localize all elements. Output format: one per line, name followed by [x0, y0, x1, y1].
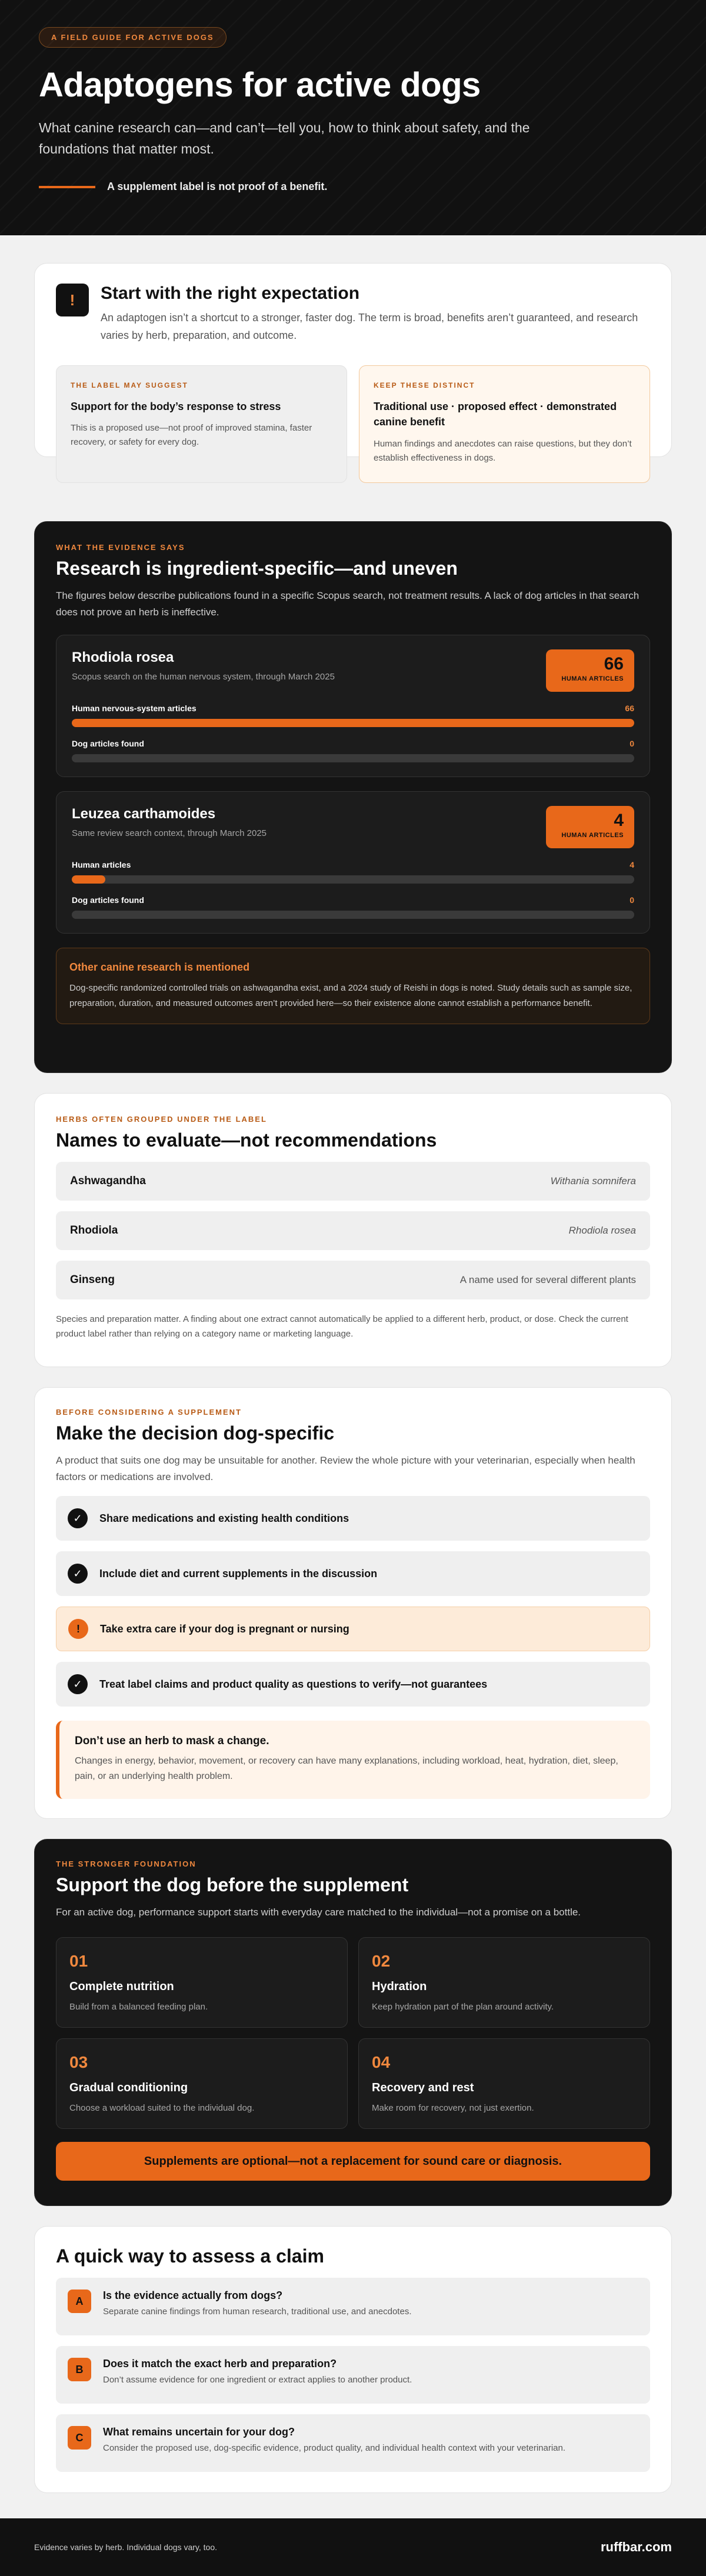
bar-value: 0 [630, 739, 634, 749]
item-title: Recovery and rest [372, 2081, 474, 2095]
accent-line [39, 186, 95, 188]
foundation-item [56, 2038, 348, 2129]
item-number: 03 [69, 2053, 88, 2072]
other-research-box [56, 948, 650, 1024]
assess-item [56, 2346, 650, 2404]
item-text: Keep hydration part of the plan around activity. [372, 2002, 554, 2012]
herb-common-name: Rhodiola [70, 1224, 118, 1237]
assess-title: A quick way to assess a claim [56, 2245, 324, 2267]
hero-note-text: A supplement label is not proof of a benefit. [107, 181, 328, 193]
herb-name: Leuzea carthamoides [72, 806, 216, 822]
research-text: The figures below describe publications found in a specific Scopus search, not treatment results. A lack of dog articles in that search does not prove an herb is ineffective. [56, 590, 640, 618]
footer-note: Evidence varies by herb. Individual dogs vary, too. [34, 2542, 218, 2552]
bar-value: 66 [625, 704, 634, 714]
checklist-item [56, 1662, 650, 1707]
assess-question: Does it match the exact herb and preparation? [103, 2358, 337, 2370]
bar-label: Human nervous-system articles [72, 704, 197, 714]
assess-item [56, 2414, 650, 2472]
hero-eyebrow: A FIELD GUIDE FOR ACTIVE DOGS [39, 27, 227, 48]
mask-change-callout [56, 1721, 650, 1799]
herb-desc: Same review search context, through March 2025 [72, 828, 267, 839]
item-number: 04 [372, 2053, 391, 2072]
badge-label: HUMAN ARTICLES [561, 675, 624, 683]
herb-desc: Scopus search on the human nervous system, through March 2025 [72, 672, 335, 682]
list-item [56, 1211, 650, 1250]
box-title: Support for the body’s response to stress [71, 401, 281, 413]
bar-row [72, 739, 634, 762]
decision-text: A product that suits one dog may be unsuitable for another. Review the whole picture with your veterinarian, especially when health factors or medications are involved. [56, 1455, 635, 1483]
checklist-text: Share medications and existing health conditions [99, 1512, 349, 1524]
foundation-item [56, 1937, 348, 2028]
item-title: Hydration [372, 1980, 427, 1994]
count-badge [546, 649, 634, 692]
box-text: Human findings and anecdotes can raise questions, but they don’t establish effectiveness in dogs. [374, 438, 632, 463]
decision-card [34, 1387, 672, 1819]
herb-panel-leuzea [56, 791, 650, 934]
list-item [56, 1162, 650, 1201]
research-title: Research is ingredient-specific—and uneven [56, 558, 458, 579]
checklist-item-warning [56, 1607, 650, 1651]
bar-label: Human articles [72, 860, 131, 870]
assess-detail: Separate canine findings from human research, traditional use, and anecdotes. [103, 2307, 412, 2317]
checklist-item [56, 1551, 650, 1596]
assess-question: What remains uncertain for your dog? [103, 2426, 295, 2438]
other-research-text: Dog-specific randomized controlled trials on ashwagandha exist, and a 2024 study of Reishi in dogs is noted. Study details such as sample size, preparation, duration, and measured outcomes aren’t provided here—so their existence alone cannot establish a performance benefit. [69, 983, 632, 1008]
hero [0, 0, 706, 235]
foundation-grid [56, 1937, 650, 2129]
callout-title: Don’t use an herb to mask a change. [75, 1735, 269, 1748]
names-eyebrow: HERBS OFTEN GROUPED UNDER THE LABEL [56, 1115, 267, 1124]
checklist-text: Include diet and current supplements in the discussion [99, 1567, 378, 1579]
foundation-item [358, 1937, 650, 2028]
exclamation-icon: ! [56, 284, 89, 316]
names-card [34, 1093, 672, 1367]
expectation-card [34, 263, 672, 463]
herb-common-name: Ashwagandha [70, 1175, 146, 1187]
bar-track [72, 911, 634, 919]
item-text: Build from a balanced feeding plan. [69, 2002, 208, 2012]
box-eyebrow: KEEP THESE DISTINCT [374, 381, 475, 390]
check-icon: ✓ [68, 1508, 88, 1528]
foundation-title: Support the dog before the supplement [56, 1874, 409, 1895]
check-icon: ✓ [68, 1564, 88, 1584]
foundation-eyebrow: THE STRONGER FOUNDATION [56, 1859, 197, 1868]
bar-fill [72, 875, 105, 884]
bar-value: 4 [630, 860, 634, 870]
other-research-title: Other canine research is mentioned [69, 961, 250, 974]
research-eyebrow: WHAT THE EVIDENCE SAYS [56, 543, 185, 552]
supplements-optional-banner: Supplements are optional—not a replacement for sound care or diagnosis. [56, 2142, 650, 2181]
letter-badge: B [68, 2358, 91, 2381]
bar-track [72, 754, 634, 762]
expectation-title: Start with the right expectation [101, 284, 360, 303]
footer [0, 2518, 706, 2576]
decision-eyebrow: BEFORE CONSIDERING A SUPPLEMENT [56, 1408, 242, 1417]
expectation-text: An adaptogen isn’t a shortcut to a stronger, faster dog. The term is broad, benefits aren’t guaranteed, and research varies by herb, preparation, and outcome. [101, 312, 638, 341]
keep-distinct-box [359, 365, 650, 483]
herb-scientific-name: Rhodiola rosea [568, 1225, 636, 1236]
research-card [34, 521, 672, 1073]
item-number: 01 [69, 1952, 88, 1971]
herb-common-name: Ginseng [70, 1274, 115, 1286]
hero-subtitle: What canine research can—and can’t—tell you, how to think about safety, and the foundations that matter most. [39, 120, 530, 156]
names-footnote: Species and preparation matter. A finding about one extract cannot automatically be applied to a different herb, product, or dose. Check the current product label rather than relying on a category name or marketing language. [56, 1314, 628, 1339]
names-title: Names to evaluate—not recommendations [56, 1129, 437, 1151]
list-item [56, 1261, 650, 1299]
bar-row [72, 704, 634, 727]
hero-note [39, 181, 667, 193]
badge-number: 4 [614, 811, 624, 831]
herb-name: Rhodiola rosea [72, 649, 174, 666]
bar-track [72, 875, 634, 884]
herb-scientific-name: Withania somnifera [550, 1175, 636, 1187]
assess-question: Is the evidence actually from dogs? [103, 2290, 283, 2301]
item-number: 02 [372, 1952, 391, 1971]
item-text: Choose a workload suited to the individual dog. [69, 2103, 255, 2114]
checklist-text: Take extra care if your dog is pregnant or nursing [100, 1622, 349, 1635]
checklist-item [56, 1496, 650, 1541]
label-may-suggest-box [56, 365, 347, 483]
foundation-text: For an active dog, performance support starts with everyday care matched to the individual—not a promise on a bottle. [56, 1907, 581, 1918]
herb-panel-rhodiola [56, 635, 650, 777]
item-title: Gradual conditioning [69, 2081, 188, 2095]
box-text: This is a proposed use—not proof of improved stamina, faster recovery, or safety for every dog. [71, 423, 312, 448]
badge-label: HUMAN ARTICLES [561, 832, 624, 839]
check-icon: ✓ [68, 1674, 88, 1694]
callout-text: Changes in energy, behavior, movement, or recovery can have many explanations, including workload, heat, hydration, diet, sleep, pain, or an underlying health problem. [75, 1756, 618, 1782]
bar-label: Dog articles found [72, 739, 144, 749]
bar-row [72, 860, 634, 884]
exclamation-icon: ! [68, 1619, 88, 1639]
foundation-item [358, 2038, 650, 2129]
letter-badge: C [68, 2426, 91, 2450]
bar-fill [72, 719, 634, 727]
checklist-text: Treat label claims and product quality as questions to verify—not guarantees [99, 1678, 488, 1690]
assess-detail: Don’t assume evidence for one ingredient or extract applies to another product. [103, 2375, 412, 2385]
item-title: Complete nutrition [69, 1980, 174, 1994]
box-eyebrow: THE LABEL MAY SUGGEST [71, 381, 188, 390]
page-title: Adaptogens for active dogs [39, 66, 481, 104]
bar-label: Dog articles found [72, 895, 144, 905]
count-badge [546, 806, 634, 848]
herb-scientific-name: A name used for several different plants [459, 1274, 636, 1285]
decision-title: Make the decision dog-specific [56, 1422, 334, 1444]
assess-detail: Consider the proposed use, dog-specific evidence, product quality, and individual health context with your veterinarian. [103, 2443, 566, 2453]
letter-badge: A [68, 2290, 91, 2313]
foundation-card [34, 1839, 672, 2206]
box-title: Traditional use · proposed effect · demonstrated canine benefit [374, 401, 617, 428]
item-text: Make room for recovery, not just exertion. [372, 2103, 534, 2114]
bar-row [72, 895, 634, 919]
badge-number: 66 [604, 654, 624, 674]
bar-value: 0 [630, 895, 634, 905]
assess-item [56, 2278, 650, 2335]
site-link[interactable]: ruffbar.com [600, 2540, 672, 2554]
bar-track [72, 719, 634, 727]
assess-card [34, 2226, 672, 2493]
